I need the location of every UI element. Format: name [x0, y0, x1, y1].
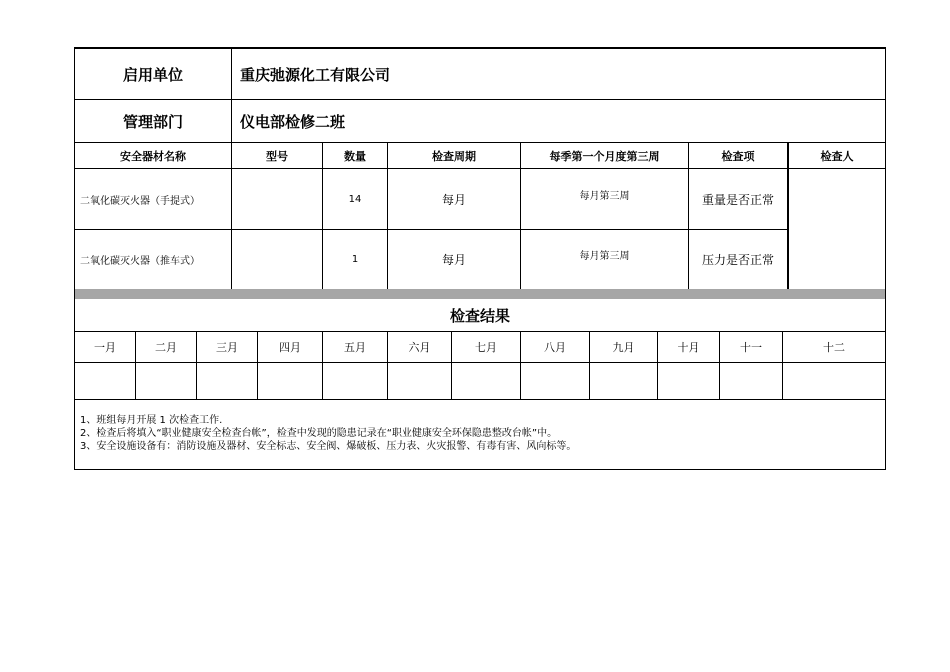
col-header-name: 安全器材名称: [120, 149, 186, 163]
table-row-qty: 14: [348, 193, 362, 205]
divider: [74, 399, 886, 400]
table-row-model: [232, 230, 322, 289]
table-row-week: 每月第三周: [579, 251, 630, 262]
note-line: 3、安全设施设备有：消防设施及器材、安全标志、安全阀、爆破板、压力表、火灾报警、有毒有害、风向标等。: [80, 441, 577, 452]
month-header: 六月: [408, 341, 431, 354]
col-header-model: 型号: [266, 149, 288, 163]
table-row-name: 二氧化碳灭火器（手提式）: [80, 195, 200, 207]
col-header-inspector: 检查人: [820, 149, 854, 163]
month-header: 七月: [475, 341, 497, 354]
month-result-cell[interactable]: [590, 363, 657, 399]
divider: [231, 47, 232, 143]
month-result-cell[interactable]: [258, 363, 322, 399]
month-header: 九月: [612, 341, 635, 354]
month-header: 十一: [740, 341, 762, 354]
table-row-item: 压力是否正常: [701, 253, 774, 267]
table-row-item: 重量是否正常: [701, 192, 774, 207]
month-result-cell[interactable]: [720, 363, 782, 399]
col-header-item: 检查项: [721, 149, 755, 163]
month-header: 五月: [344, 341, 366, 354]
table-row-week: 每月第三周: [579, 190, 630, 202]
border-bottom: [74, 469, 886, 470]
note-line: 1、班组每月开展 1 次检查工作.: [80, 415, 223, 426]
month-result-cell[interactable]: [323, 363, 387, 399]
separator-bar: [74, 289, 886, 299]
month-result-cell[interactable]: [783, 363, 885, 399]
dept-value: 仪电部检修二班: [240, 112, 346, 131]
month-result-cell[interactable]: [521, 363, 589, 399]
table-row-qty: 1: [351, 254, 359, 265]
month-header: 十月: [677, 341, 700, 354]
col-header-qty: 数量: [344, 149, 366, 163]
month-result-cell[interactable]: [658, 363, 719, 399]
month-result-cell[interactable]: [452, 363, 520, 399]
notes: [80, 414, 576, 453]
unit-value: 重庆弛源化工有限公司: [240, 65, 391, 84]
month-header: 二月: [155, 341, 177, 354]
border-right: [885, 47, 886, 470]
col-header-period: 检查周期: [432, 149, 476, 163]
month-header: 八月: [544, 341, 566, 354]
table-row-name: 二氧化碳灭火器（推车式）: [80, 256, 200, 267]
month-result-cell[interactable]: [136, 363, 196, 399]
month-header: 三月: [216, 341, 238, 354]
table-row-model: [232, 169, 322, 229]
month-result-cell[interactable]: [388, 363, 451, 399]
col-header-week: 每季第一个月度第三周: [549, 149, 660, 163]
dept-label: 管理部门: [122, 112, 183, 131]
month-header: 四月: [279, 341, 301, 354]
month-result-cell[interactable]: [197, 363, 257, 399]
result-title: 检查结果: [449, 306, 510, 325]
month-header: 一月: [94, 341, 116, 354]
month-result-cell[interactable]: [75, 363, 135, 399]
note-line: 2、检查后将填入“职业健康安全检查台帐”，检查中发现的隐患记录在“职业健康安全环保隐患整改台帐”中。: [80, 428, 558, 439]
unit-label: 启用单位: [122, 65, 183, 84]
month-header: 十二: [823, 341, 845, 354]
table-row-period: 每月: [441, 253, 466, 267]
inspector-cell[interactable]: [789, 169, 885, 289]
table-row-period: 每月: [441, 192, 466, 207]
